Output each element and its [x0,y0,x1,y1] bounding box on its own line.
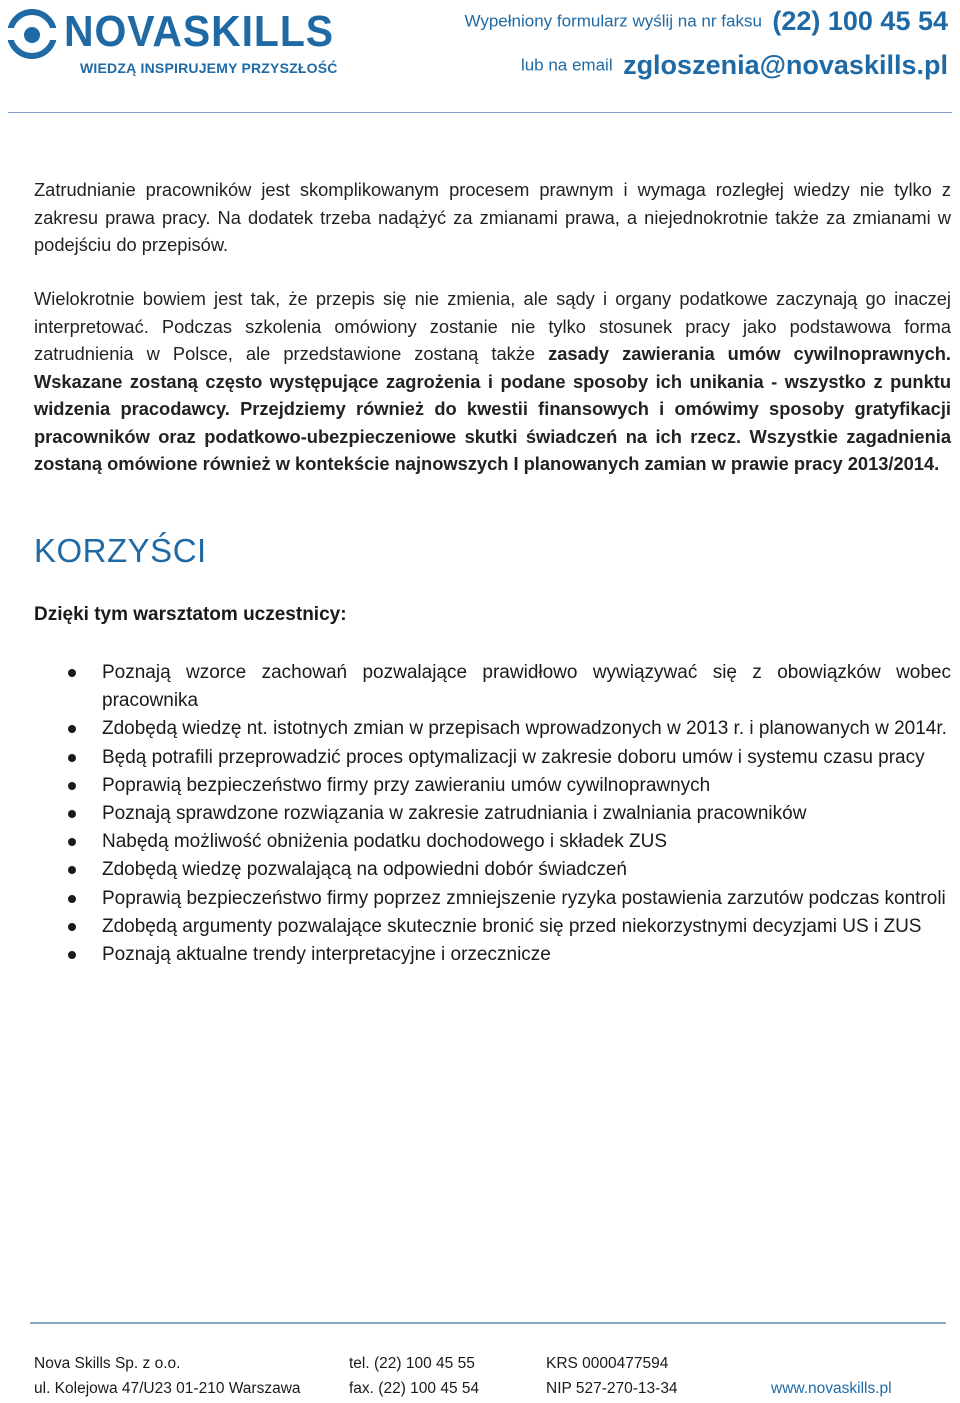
bullet-icon [68,810,76,818]
footer-address: ul. Kolejowa 47/U23 01-210 Warszawa [34,1380,301,1397]
footer-fax: fax. (22) 100 45 54 [349,1380,480,1397]
list-item: Poznają wzorce zachowań pozwalające prawidłowo wywiązywać się z obowiązków wobec pracownika [34,659,951,715]
bullet-icon [68,951,76,959]
logo-wordmark: NOVASKILLS [64,7,334,56]
list-item: Poznają sprawdzone rozwiązania w zakresie zatrudniania i zwalniania pracowników [34,800,951,828]
bullet-icon [68,923,76,931]
footer-website-link[interactable]: www.novaskills.pl [771,1380,892,1397]
footer-tel: tel. (22) 100 45 55 [349,1355,475,1372]
list-item: Poprawią bezpieczeństwo firmy przy zawieraniu umów cywilnoprawnych [34,772,951,800]
bullet-icon [68,669,76,677]
footer-company: Nova Skills Sp. z o.o. [34,1355,181,1372]
fax-contact [464,6,948,37]
email-contact [521,50,948,81]
footer-nip: NIP 527-270-13-34 [546,1380,678,1397]
intro-paragraph-2-normal: Wielokrotnie bowiem jest tak, że przepis się nie zmienia, ale sądy i organy podatkowe zaczynają go inaczej interpretować. Podczas szkolenia omówiony zostanie nie tylko stosunek pracy jako podstawowa forma zatrudnienia w Polsce, ale przedstawione zostaną także [34,288,951,364]
fax-number: (22) 100 45 54 [772,6,948,36]
list-item: Poprawią bezpieczeństwo firmy poprzez zmniejszenie ryzyka postawienia zarzutów podczas kontroli [34,885,951,913]
novaskills-logo [6,6,351,80]
bullet-icon [68,866,76,874]
bullet-icon [68,838,76,846]
bullet-icon [68,725,76,733]
intro-paragraph-2 [34,285,951,478]
benefits-lead: Dzięki tym warsztatom uczestnicy: [34,604,347,625]
fax-prefix: Wypełniony formularz wyślij na nr faksu [464,11,762,31]
list-item: Zdobędą argumenty pozwalające skutecznie bronić się przed niekorzystnymi decyzjami US i ZUS [34,913,951,941]
footer-divider [30,1322,946,1324]
intro-paragraph-1: Zatrudnianie pracowników jest skomplikowanym procesem prawnym i wymaga rozległej wiedzy nie tylko z zakresu prawa pracy. Na dodatek trzeba nadążyć za zmianami prawa, a niejednokrotnie także za zmianami w podejściu do przepisów. [34,179,951,255]
list-item: Poznają aktualne trendy interpretacyjne i orzecznicze [34,941,951,969]
bullet-icon [68,782,76,790]
intro-paragraph-2-bold: zasady zawierania umów cywilnoprawnych. Wskazane zostaną często występujące zagrożenia i podane sposoby ich unikania - wszystko z punktu widzenia pracodawcy. Przejdziemy również do kwestii finansowych i omówimy sposoby gratyfikacji pracowników oraz podatkowo-ubezpieczeniowe skutki świadczeń na ich rzecz. Wszystkie zagadnienia zostaną omówione również w kontekście najnowszych I planowanych zamian w prawie pracy 2013/2014. [34,343,951,474]
list-item: Zdobędą wiedzę pozwalającą na odpowiedni dobór świadczeń [34,856,951,884]
benefits-list [34,659,951,969]
bullet-icon [68,895,76,903]
section-title-benefits: KORZYŚCI [34,532,207,569]
list-item: Zdobędą wiedzę nt. istotnych zmian w przepisach wprowadzonych w 2013 r. i planowanych w 2014r. [34,715,951,743]
bullet-icon [68,754,76,762]
list-item: Nabędą możliwość obniżenia podatku dochodowego i składek ZUS [34,828,951,856]
footer-krs: KRS 0000477594 [546,1355,669,1372]
list-item: Będą potrafili przeprowadzić proces optymalizacji w zakresie doboru umów i systemu czasu pracy [34,744,951,772]
email-prefix: lub na email [520,55,613,75]
header-divider [8,112,952,113]
email-link[interactable]: zgloszenia@novaskills.pl [623,50,948,80]
eye-logo-icon [6,8,58,60]
logo-tagline: WIEDZĄ INSPIRUJEMY PRZYSZŁOŚĆ [80,60,338,76]
